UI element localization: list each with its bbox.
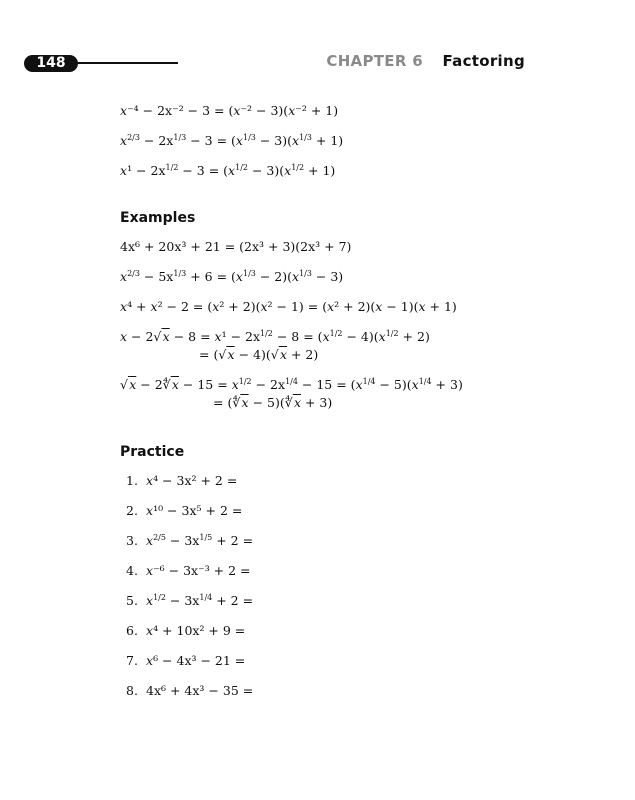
- chapter-title: Factoring: [442, 52, 525, 70]
- practice-expression: x⁶ − 4x³ − 21 =: [146, 653, 246, 668]
- practice-item: [120, 502, 580, 520]
- example-equation: 4x⁶ + 20x³ + 21 = (2x³ + 3)(2x³ + 7): [120, 239, 352, 254]
- practice-heading: Practice: [120, 444, 185, 460]
- example-equation: √ x − 2∜ $x - 15 = x^{1/2} - 2x^{1/4} - 15 = (x^{1/4} - 5)(x^{1/4} + 3)$: [120, 377, 463, 392]
- practice-number: 2.: [126, 503, 138, 518]
- page-number-badge: 148: [24, 55, 78, 72]
- practice-item: [120, 652, 580, 670]
- intro-equation: $x^1 - 2x^{1/2} - 3 = (x^{1/2} - 3)(x^{1/2} + 1)$: [120, 163, 336, 178]
- practice-number: 3.: [126, 533, 138, 548]
- intro-equation: x⁻⁴ − 2x⁻² − 3 = (x⁻² − 3)(x⁻² + 1): [120, 103, 339, 118]
- chapter-label: CHAPTER 6: [326, 52, 423, 70]
- practice-expression: $x^{1/2} - 3x^{1/4} + 2$ =: [146, 593, 254, 608]
- practice-item: [120, 532, 580, 550]
- example-equation-continuation: = (∜ x − 5)(∜ x + 3): [213, 395, 333, 410]
- practice-number: 5.: [126, 593, 138, 608]
- examples-heading: Examples: [120, 210, 196, 226]
- practice-number: 8.: [126, 683, 138, 698]
- practice-list: [120, 472, 580, 700]
- practice-item: [120, 682, 580, 700]
- header-rule: [70, 62, 178, 64]
- chapter-heading: [326, 52, 525, 70]
- example-equation-continuation: = (√ x − 4)(√ x + 2): [199, 347, 319, 362]
- practice-item: [120, 472, 580, 490]
- practice-item: [120, 622, 580, 640]
- practice-number: 6.: [126, 623, 138, 638]
- example-equation: x⁴ + x² − 2 = (x² + 2)(x² − 1) = (x² + 2)(x − 1)(x + 1): [120, 299, 457, 314]
- practice-expression: x¹⁰ − 3x⁵ + 2 =: [146, 503, 243, 518]
- practice-expression: x⁻⁶ − 3x⁻³ + 2 =: [146, 563, 251, 578]
- intro-equation-list: [120, 102, 580, 180]
- practice-expression: x⁴ − 3x² + 2 =: [146, 473, 238, 488]
- practice-item: [120, 592, 580, 610]
- page-content: [120, 102, 580, 712]
- example-equation: $x^{2/3} - 5x^{1/3} + 6 = (x^{1/3} - 2)(x^{1/3} - 3)$: [120, 269, 344, 284]
- example-list: [120, 238, 580, 412]
- practice-number: 7.: [126, 653, 138, 668]
- practice-number: 1.: [126, 473, 138, 488]
- page-header: [0, 0, 635, 90]
- practice-expression: $x^{2/5} - 3x^{1/5} + 2$ =: [146, 533, 254, 548]
- practice-item: [120, 562, 580, 580]
- intro-equation: $x^{2/3} - 2x^{1/3} - 3 = (x^{1/3} - 3)(x^{1/3} + 1)$: [120, 133, 344, 148]
- practice-expression: 4x⁶ + 4x³ − 35 =: [146, 683, 254, 698]
- example-equation: x − 2√ $x - 8 = x^1 - 2x^{1/2} - 8 = (x^{1/2} - 4)(x^{1/2} + 2)$: [120, 329, 430, 344]
- practice-expression: x⁴ + 10x² + 9 =: [146, 623, 246, 638]
- practice-number: 4.: [126, 563, 138, 578]
